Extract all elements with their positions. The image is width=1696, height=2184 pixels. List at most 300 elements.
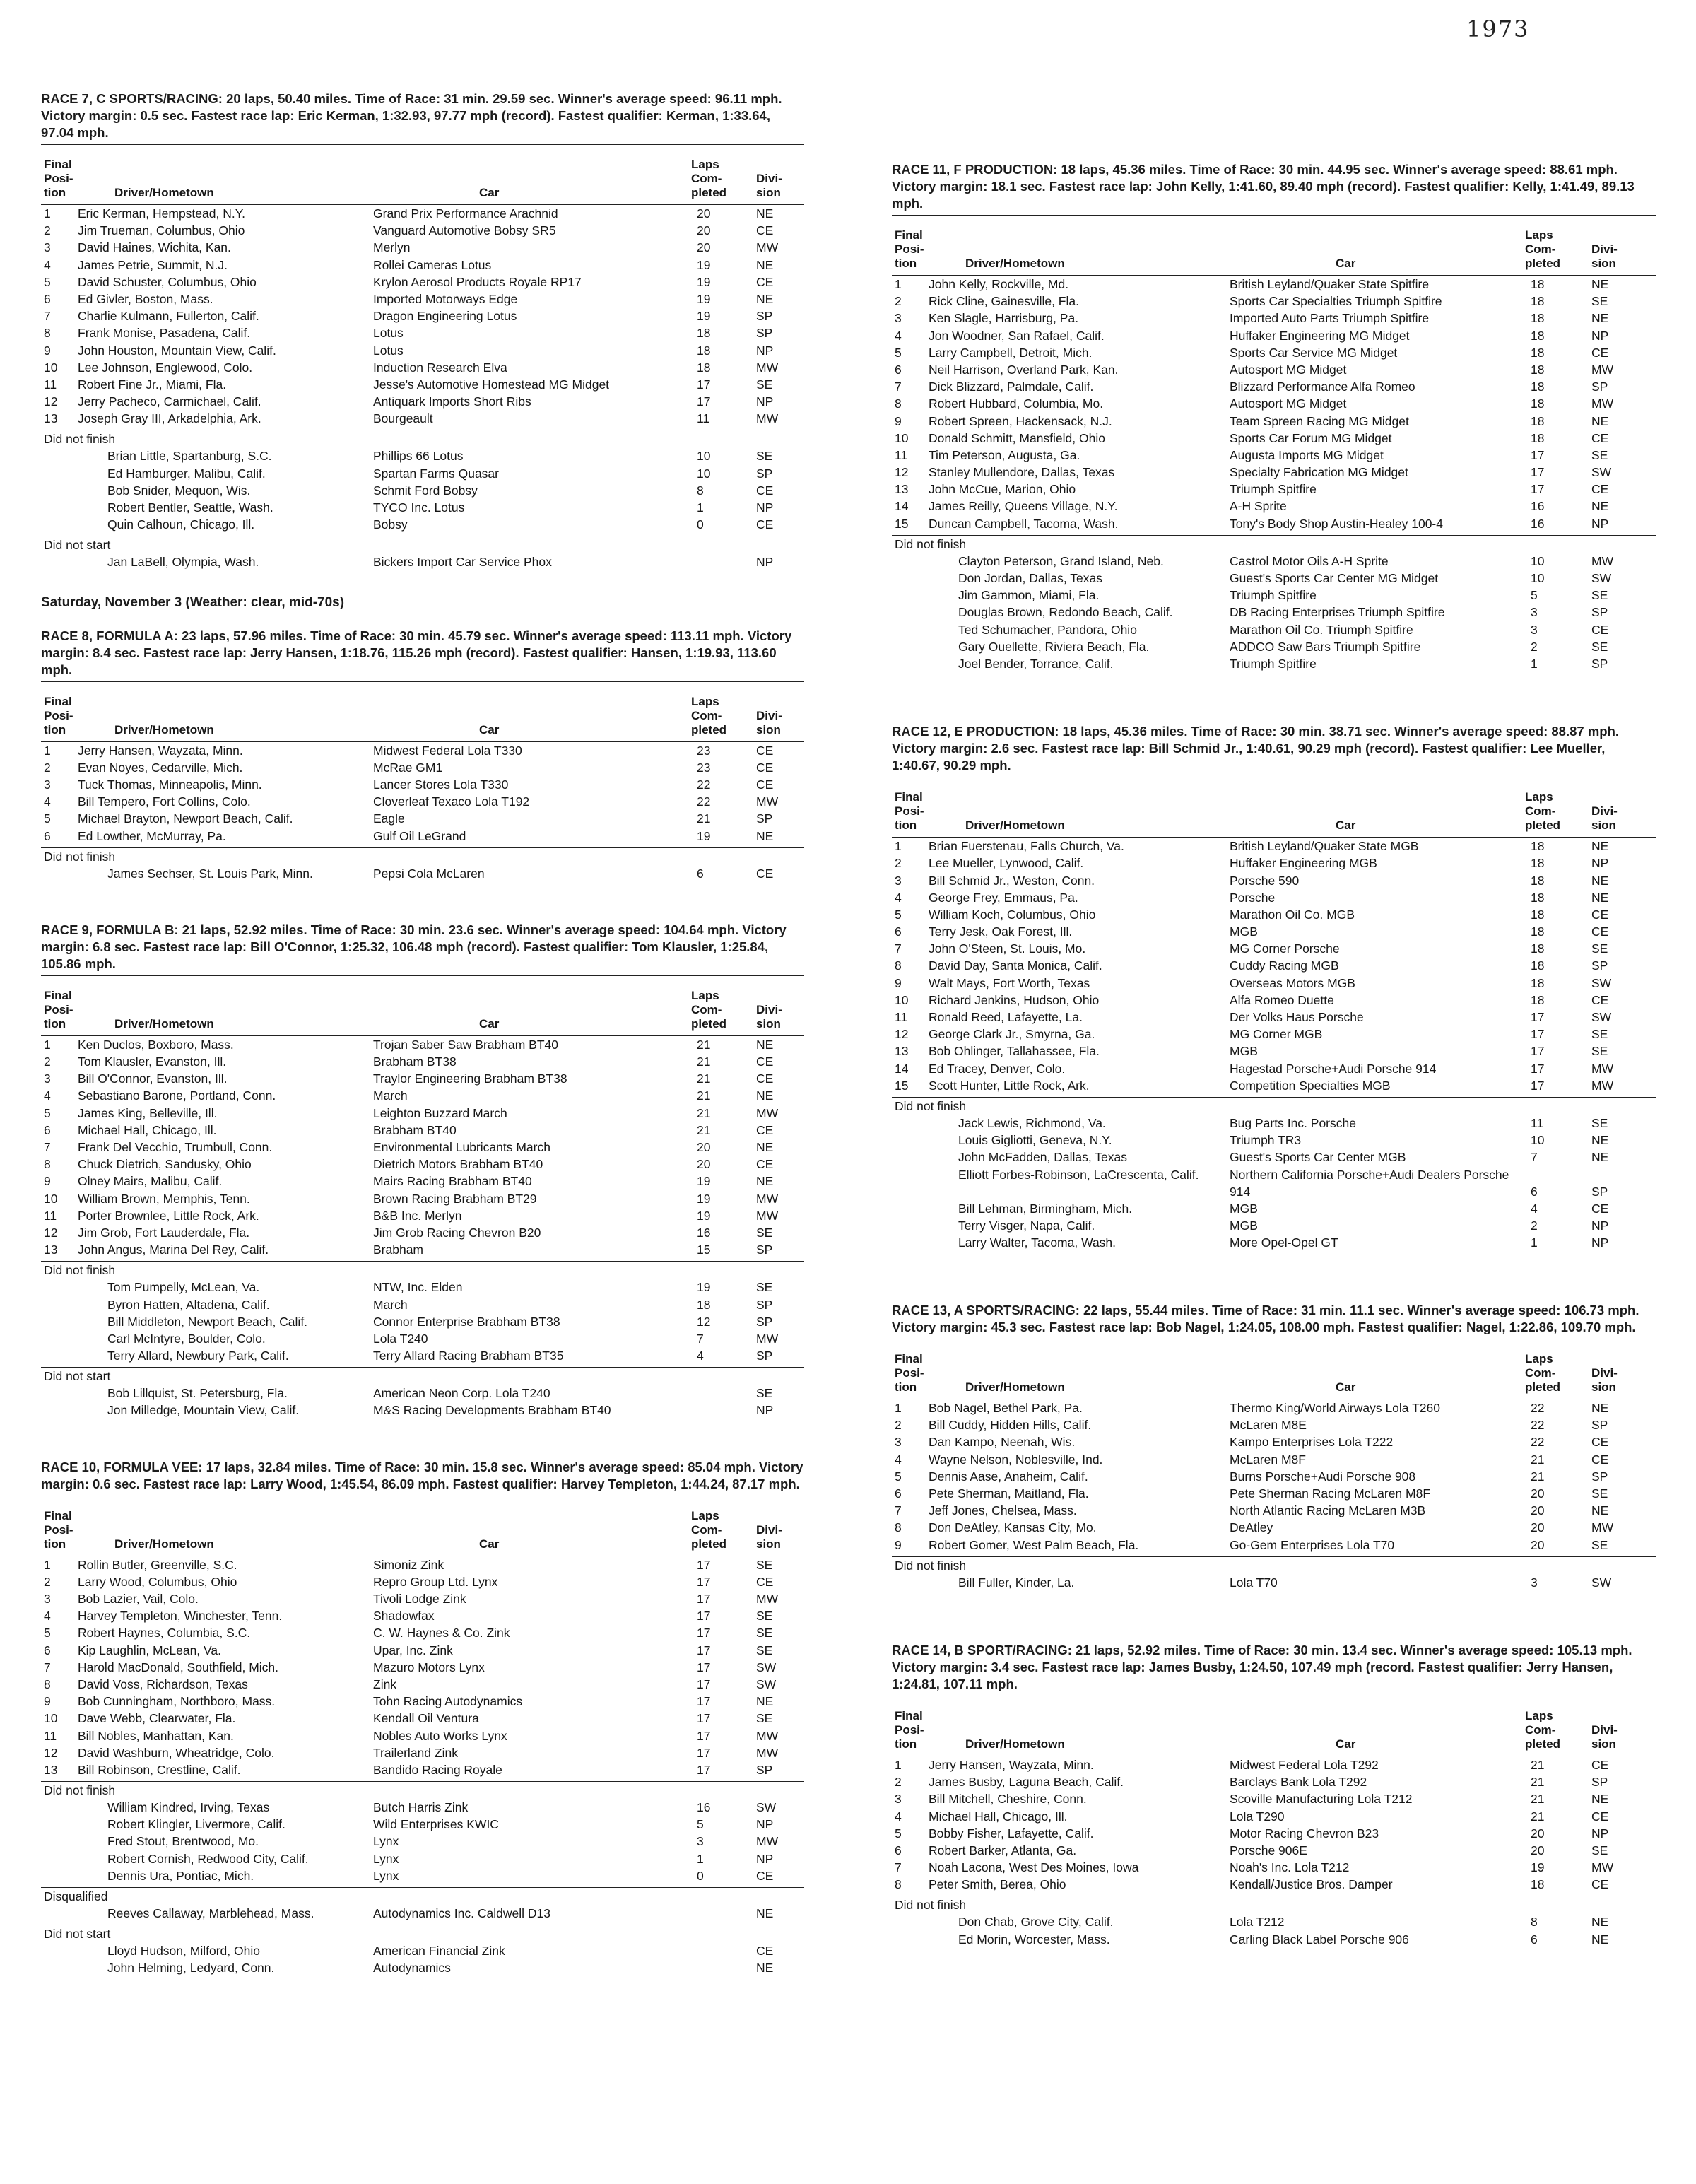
final-position-header-line: Final <box>895 1708 923 1722</box>
final-position: 6 <box>44 291 51 306</box>
driver-header: Driver/Hometown <box>965 1737 1065 1751</box>
laps-header <box>1525 1709 1560 1751</box>
car-name: Tivoli Lodge Zink <box>373 1592 466 1606</box>
car-name: Hagestad Porsche+Audi Porsche 914 <box>1230 1061 1437 1076</box>
driver-hometown: Tuck Thomas, Minneapolis, Minn. <box>78 777 262 792</box>
car-name: Kendall Oil Ventura <box>373 1711 479 1726</box>
division: CE <box>756 223 774 238</box>
car-name: DeAtley <box>1230 1520 1273 1535</box>
division: CE <box>756 1868 774 1883</box>
result-row <box>892 378 1656 395</box>
final-position: 10 <box>895 430 909 445</box>
laps-completed: 21 <box>1531 1757 1545 1772</box>
driver-hometown: Bobby Fisher, Lafayette, Calif. <box>929 1826 1094 1840</box>
car-name: Brown Racing Brabham BT29 <box>373 1191 537 1206</box>
final-position: 8 <box>895 958 902 973</box>
car-name: Rollei Cameras Lotus <box>373 257 492 272</box>
laps-header-line: Com- <box>1525 242 1556 256</box>
car-name: Lynx <box>373 1834 399 1849</box>
car-name: MGB <box>1230 1201 1258 1216</box>
laps-completed: 21 <box>1531 1809 1545 1824</box>
result-row <box>41 1816 804 1833</box>
final-position: 4 <box>895 1452 902 1467</box>
driver-hometown: Robert Gomer, West Palm Beach, Fla. <box>929 1537 1139 1552</box>
final-position: 6 <box>44 828 51 843</box>
result-row <box>41 865 804 882</box>
result-row <box>892 1790 1656 1807</box>
division-header-line: Divi- <box>1591 1366 1618 1380</box>
division: MW <box>756 1208 779 1223</box>
division: SP <box>1591 1469 1608 1484</box>
division: NE <box>756 1906 774 1920</box>
driver-hometown: Wayne Nelson, Noblesville, Ind. <box>929 1452 1103 1467</box>
car-name: Brabham BT40 <box>373 1122 457 1137</box>
result-row <box>41 499 804 516</box>
driver-hometown: Tom Klausler, Evanston, Ill. <box>78 1055 227 1069</box>
division: CE <box>1591 622 1609 637</box>
laps-completed: 19 <box>697 1280 711 1295</box>
laps-completed: 17 <box>697 1592 711 1606</box>
column-headers <box>41 145 804 204</box>
result-row <box>41 776 804 793</box>
laps-completed: 21 <box>697 811 711 826</box>
driver-hometown: Chuck Dietrich, Sandusky, Ohio <box>78 1157 252 1172</box>
result-row <box>892 638 1656 655</box>
division: NE <box>1591 839 1609 854</box>
driver-hometown: Robert Spreen, Hackensack, N.J. <box>929 413 1112 428</box>
driver-hometown: Bob Snider, Mequon, Wis. <box>107 483 251 498</box>
final-position: 1 <box>44 1037 51 1052</box>
division: NE <box>1591 1932 1609 1947</box>
result-row <box>892 344 1656 361</box>
laps-header-line: pleted <box>1525 1380 1561 1395</box>
final-position: 12 <box>44 1225 58 1240</box>
final-position: 1 <box>44 743 51 758</box>
result-row <box>892 515 1656 532</box>
final-position-header-line: Posi- <box>895 804 924 818</box>
car-name: MGB <box>1230 1044 1258 1059</box>
laps-completed: 3 <box>1531 1575 1538 1590</box>
result-row <box>41 359 804 376</box>
laps-completed: 20 <box>697 1140 711 1154</box>
final-position: 14 <box>895 499 909 514</box>
final-position: 5 <box>895 907 902 922</box>
laps-completed: 21 <box>697 1088 711 1103</box>
result-row <box>892 327 1656 344</box>
car-name: Guest's Sports Car Center MG Midget <box>1230 571 1439 585</box>
division: CE <box>756 1944 774 1959</box>
final-position-header-line: tion <box>895 1380 917 1395</box>
result-row <box>892 1217 1656 1234</box>
final-position: 13 <box>44 411 58 426</box>
laps-completed: 16 <box>697 1800 711 1815</box>
division: SW <box>1591 975 1612 990</box>
result-row <box>892 992 1656 1009</box>
results-table <box>41 681 804 882</box>
car-name: DB Racing Enterprises Triumph Spitfire <box>1230 605 1445 620</box>
result-row <box>41 205 804 222</box>
driver-hometown: Dennis Ura, Pontiac, Mich. <box>107 1868 254 1883</box>
result-row <box>892 498 1656 515</box>
result-row <box>41 290 804 307</box>
car-name: Alfa Romeo Duette <box>1230 992 1334 1007</box>
result-row <box>892 1115 1656 1132</box>
division: SE <box>756 1609 773 1624</box>
car-name: Marathon Oil Co. MGB <box>1230 907 1355 922</box>
division-header-line: Divi- <box>756 708 782 722</box>
car-name: Overseas Motors MGB <box>1230 975 1355 990</box>
result-row <box>892 413 1656 430</box>
laps-header <box>1525 790 1560 833</box>
final-position: 11 <box>895 447 908 462</box>
final-position-header-line: Final <box>895 228 923 242</box>
laps-header <box>691 1509 726 1551</box>
section-label: Did not finish <box>895 1898 967 1913</box>
division: MW <box>756 1745 779 1760</box>
laps-completed: 18 <box>1531 294 1545 309</box>
car-name: C. W. Haynes & Co. Zink <box>373 1626 510 1640</box>
division: MW <box>1591 1061 1614 1076</box>
driver-header: Driver/Hometown <box>114 1537 214 1551</box>
laps-completed: 17 <box>697 1745 711 1760</box>
car-name: Midwest Federal Lola T292 <box>1230 1757 1379 1772</box>
driver-hometown: Brian Fuerstenau, Falls Church, Va. <box>929 839 1124 854</box>
final-position-header <box>895 1352 924 1395</box>
final-position: 7 <box>895 380 902 394</box>
result-row <box>41 1905 804 1922</box>
race-header: RACE 7, C SPORTS/RACING: 20 laps, 50.40 miles. Time of Race: 31 min. 29.59 sec. Winner's average speed: 96.11 mph. Victory margin: 0.5 sec. Fastest race lap: Eric Kerman, 1:32.93, 97.77 mph (record). Fastest qualifier: Kerman, 1:33.64, 97.04 mph. <box>41 91 782 140</box>
driver-hometown: John McCue, Marion, Ohio <box>929 482 1076 497</box>
division-header <box>1591 1723 1618 1751</box>
car-name: Vanguard Automotive Bobsy SR5 <box>373 223 556 238</box>
division: SE <box>1591 639 1608 654</box>
section-label: Disqualified <box>44 1889 108 1903</box>
result-row <box>41 1833 804 1850</box>
driver-hometown: Noah Lacona, West Des Moines, Iowa <box>929 1860 1139 1875</box>
laps-completed: 18 <box>697 1297 711 1312</box>
result-row <box>892 587 1656 604</box>
final-position: 2 <box>895 856 902 871</box>
result-row <box>892 1234 1656 1251</box>
division: NE <box>1591 413 1609 428</box>
laps-header-line: Laps <box>1525 1708 1553 1722</box>
result-row <box>41 274 804 290</box>
car-name: Bickers Import Car Service Phox <box>373 555 552 570</box>
driver-hometown: Jon Milledge, Mountain View, Calif. <box>107 1403 300 1418</box>
division: CE <box>756 1122 774 1137</box>
final-position: 2 <box>895 294 902 309</box>
results-table <box>41 1496 804 1977</box>
car-name: Bourgeault <box>373 411 433 426</box>
driver-hometown: Lloyd Hudson, Milford, Ohio <box>107 1944 260 1959</box>
division-header-line: Divi- <box>756 172 782 185</box>
race-14 <box>892 1642 1656 1948</box>
final-position-header-line: tion <box>895 257 917 270</box>
driver-hometown: Ken Duclos, Boxboro, Mass. <box>78 1037 234 1052</box>
driver-header: Driver/Hometown <box>114 186 214 199</box>
driver-hometown: John Houston, Mountain View, Calif. <box>78 343 276 358</box>
car-header: Car <box>1336 818 1356 833</box>
result-row <box>41 1347 804 1364</box>
laps-completed: 10 <box>1531 553 1545 568</box>
car-name: MGB <box>1230 924 1258 939</box>
final-position-header-line: Posi- <box>44 1522 73 1537</box>
result-row <box>41 465 804 482</box>
car-name: Sports Car Service MG Midget <box>1230 345 1398 360</box>
final-position: 5 <box>895 1469 902 1484</box>
car-name: Kendall/Justice Bros. Damper <box>1230 1877 1393 1892</box>
laps-completed: 18 <box>1531 413 1545 428</box>
result-row <box>41 222 804 239</box>
car-name: Upar, Inc. Zink <box>373 1643 453 1657</box>
car-name: Bandido Racing Royale <box>373 1762 502 1777</box>
driver-header: Driver/Hometown <box>965 818 1065 833</box>
result-row <box>892 1043 1656 1059</box>
laps-completed: 20 <box>1531 1503 1545 1518</box>
driver-hometown: Bob Lazier, Vail, Colo. <box>78 1592 199 1606</box>
results-table <box>892 777 1656 1251</box>
division: CE <box>1591 430 1609 445</box>
final-position: 8 <box>895 1520 902 1535</box>
division-header-line: Divi- <box>756 1522 782 1537</box>
result-row <box>892 361 1656 378</box>
division: SE <box>1591 294 1608 309</box>
result-row <box>41 1659 804 1676</box>
driver-hometown: James Petrie, Summit, N.J. <box>78 257 228 272</box>
result-row <box>892 1200 1656 1217</box>
car-name: Spartan Farms Quasar <box>373 466 499 481</box>
car-name: Leighton Buzzard March <box>373 1105 507 1120</box>
final-position-header <box>895 790 924 833</box>
driver-hometown: Bill Mitchell, Cheshire, Conn. <box>929 1792 1087 1807</box>
car-name: Wild Enterprises KWIC <box>373 1817 499 1832</box>
final-position: 4 <box>895 1809 902 1824</box>
laps-header-line: Laps <box>691 1508 719 1522</box>
result-row <box>41 1296 804 1313</box>
laps-completed: 21 <box>1531 1469 1545 1484</box>
final-position: 3 <box>44 1592 51 1606</box>
driver-hometown: Robert Bentler, Seattle, Wash. <box>107 500 273 515</box>
driver-hometown: Reeves Callaway, Marblehead, Mass. <box>107 1906 314 1920</box>
division: SE <box>1591 1537 1608 1552</box>
laps-completed: 12 <box>697 1314 711 1329</box>
laps-completed: 17 <box>697 1711 711 1726</box>
car-name: B&B Inc. Merlyn <box>373 1208 462 1223</box>
driver-hometown: Sebastiano Barone, Portland, Conn. <box>78 1088 276 1103</box>
car-name: Sports Car Forum MG Midget <box>1230 430 1392 445</box>
division: SE <box>1591 1843 1608 1857</box>
final-position: 13 <box>895 1044 909 1059</box>
result-row <box>892 1077 1656 1094</box>
race-header: RACE 14, B SPORT/RACING: 21 laps, 52.92 miles. Time of Race: 30 min. 13.4 sec. Winner's average speed: 105.13 mph. Victory margin: 3.4 sec. Fastest race lap: James Busby, 1:24.50, 107.49 mph (record. Fastest qualifier: Jerry Hansen, 1:24.81, 107.11 mph. <box>892 1642 1632 1691</box>
final-position: 12 <box>895 465 909 480</box>
division: SE <box>1591 941 1608 956</box>
driver-hometown: Michael Hall, Chicago, Ill. <box>929 1809 1068 1824</box>
final-position: 10 <box>44 360 58 375</box>
result-row <box>41 1624 804 1641</box>
car-name: Repro Group Ltd. Lynx <box>373 1574 498 1589</box>
race-7 <box>41 90 804 571</box>
laps-completed: 18 <box>1531 1877 1545 1892</box>
car-name: Phillips 66 Lotus <box>373 449 464 464</box>
car-name: Augusta Imports MG Midget <box>1230 447 1384 462</box>
car-name: Northern California Porsche+Audi Dealers Porsche 914 <box>1230 1167 1509 1199</box>
result-row <box>41 1087 804 1104</box>
column-headers <box>892 1339 1656 1399</box>
division: NE <box>1591 1503 1609 1518</box>
car-name: Jesse's Automotive Homestead MG Midget <box>373 377 610 392</box>
driver-hometown: Clayton Peterson, Grand Island, Neb. <box>958 553 1164 568</box>
laps-completed: 18 <box>1531 380 1545 394</box>
laps-header-line: Laps <box>691 158 719 171</box>
car-name: Zink <box>373 1677 397 1691</box>
final-position: 7 <box>44 1140 51 1154</box>
laps-header-line: Laps <box>1525 1352 1553 1366</box>
driver-hometown: Dick Blizzard, Palmdale, Calif. <box>929 380 1094 394</box>
car-name: Imported Auto Parts Triumph Spitfire <box>1230 311 1430 326</box>
driver-hometown: Neil Harrison, Overland Park, Kan. <box>929 362 1119 377</box>
driver-hometown: Eric Kerman, Hempstead, N.Y. <box>78 206 245 221</box>
result-row <box>41 1850 804 1867</box>
division: MW <box>1591 362 1614 377</box>
laps-completed: 1 <box>697 500 704 515</box>
result-row <box>41 1693 804 1710</box>
final-position-header <box>895 228 924 271</box>
results-table <box>892 1339 1656 1591</box>
laps-completed: 2 <box>1531 1218 1538 1233</box>
laps-completed: 20 <box>1531 1826 1545 1840</box>
final-position: 7 <box>44 309 51 324</box>
result-row <box>892 570 1656 587</box>
final-position: 4 <box>44 1088 51 1103</box>
division: CE <box>756 1574 774 1589</box>
driver-hometown: Don Chab, Grove City, Calif. <box>958 1915 1114 1930</box>
driver-hometown: Jerry Hansen, Wayzata, Minn. <box>78 743 243 758</box>
laps-completed: 16 <box>1531 516 1545 531</box>
division: SW <box>756 1677 777 1691</box>
driver-hometown: Ronald Reed, Lafayette, La. <box>929 1010 1083 1024</box>
division: SE <box>756 1626 773 1640</box>
result-row <box>41 393 804 410</box>
final-position-header <box>44 158 73 200</box>
laps-completed: 15 <box>697 1243 711 1257</box>
driver-hometown: Jack Lewis, Richmond, Va. <box>958 1115 1106 1130</box>
division: NE <box>756 1694 774 1709</box>
car-name: Autodynamics <box>373 1961 451 1975</box>
division: CE <box>756 1055 774 1069</box>
driver-hometown: Olney Mairs, Malibu, Calif. <box>78 1174 223 1189</box>
division: SW <box>1591 465 1612 480</box>
final-position: 2 <box>44 1574 51 1589</box>
laps-completed: 1 <box>697 1851 704 1866</box>
driver-header: Driver/Hometown <box>965 1380 1065 1395</box>
laps-completed: 17 <box>1531 465 1545 480</box>
laps-completed: 1 <box>1531 656 1538 671</box>
car-header: Car <box>1336 1737 1356 1751</box>
car-name: Lola T290 <box>1230 1809 1285 1824</box>
division-header-line: sion <box>1591 1737 1616 1751</box>
result-row <box>41 742 804 759</box>
driver-hometown: Bill Nobles, Manhattan, Kan. <box>78 1728 234 1743</box>
division: SW <box>1591 1010 1612 1024</box>
division: CE <box>756 760 774 775</box>
result-row <box>892 655 1656 672</box>
division: MW <box>1591 1860 1614 1875</box>
driver-hometown: Dan Kampo, Neenah, Wis. <box>929 1435 1076 1450</box>
final-position-header-line: Posi- <box>895 242 924 256</box>
division-header-line: sion <box>756 1537 781 1551</box>
final-position-header-line: Posi- <box>44 708 73 722</box>
car-name: British Leyland/Quaker State MGB <box>1230 839 1419 854</box>
result-row <box>41 1207 804 1224</box>
laps-completed: 10 <box>697 449 711 464</box>
result-row <box>892 1842 1656 1859</box>
result-row <box>41 1241 804 1258</box>
result-row <box>892 872 1656 889</box>
race-11 <box>892 161 1656 672</box>
division-header <box>1591 1366 1618 1395</box>
results-table <box>892 215 1656 672</box>
division: NP <box>756 343 774 358</box>
result-row <box>892 1451 1656 1468</box>
column-headers <box>41 682 804 741</box>
page-year: 1973 <box>1466 16 1530 42</box>
result-row <box>892 310 1656 327</box>
date-line: Saturday, November 3 (Weather: clear, mid-70s) <box>41 594 345 610</box>
driver-header: Driver/Hometown <box>114 1016 214 1031</box>
result-row <box>41 793 804 810</box>
result-row <box>41 828 804 845</box>
final-position: 11 <box>895 1010 908 1024</box>
result-row <box>892 889 1656 906</box>
division: SE <box>756 449 773 464</box>
final-position: 4 <box>44 1609 51 1624</box>
final-position: 6 <box>895 1843 902 1857</box>
laps-completed: 21 <box>697 1105 711 1120</box>
driver-hometown: Frank Del Vecchio, Trumbull, Conn. <box>78 1140 273 1154</box>
result-row <box>41 410 804 427</box>
division: MW <box>756 1592 779 1606</box>
car-header: Car <box>1336 257 1356 270</box>
laps-completed: 20 <box>697 206 711 221</box>
laps-completed: 22 <box>697 777 711 792</box>
car-name: Noah's Inc. Lola T212 <box>1230 1860 1350 1875</box>
result-row <box>892 838 1656 855</box>
final-position-header-line: tion <box>895 818 917 833</box>
laps-completed: 17 <box>697 1574 711 1589</box>
driver-hometown: William Kindred, Irving, Texas <box>107 1800 270 1815</box>
laps-completed: 20 <box>697 240 711 255</box>
laps-completed: 22 <box>1531 1418 1545 1433</box>
car-name: Burns Porsche+Audi Porsche 908 <box>1230 1469 1416 1484</box>
car-name: A-H Sprite <box>1230 499 1287 514</box>
car-name: Thermo King/World Airways Lola T260 <box>1230 1401 1440 1416</box>
division-header <box>756 172 782 200</box>
division: NP <box>1591 1826 1609 1840</box>
result-row <box>892 1859 1656 1876</box>
laps-completed: 19 <box>697 1191 711 1206</box>
result-row <box>892 1773 1656 1790</box>
result-row <box>892 447 1656 464</box>
final-position: 1 <box>44 1557 51 1572</box>
final-position: 15 <box>895 516 909 531</box>
final-position-header-line: Final <box>895 790 923 804</box>
final-position: 14 <box>895 1061 909 1076</box>
car-name: North Atlantic Racing McLaren M3B <box>1230 1503 1426 1518</box>
laps-completed: 19 <box>697 274 711 289</box>
driver-hometown: Porter Brownlee, Little Rock, Ark. <box>78 1208 259 1223</box>
division: SP <box>1591 958 1608 973</box>
